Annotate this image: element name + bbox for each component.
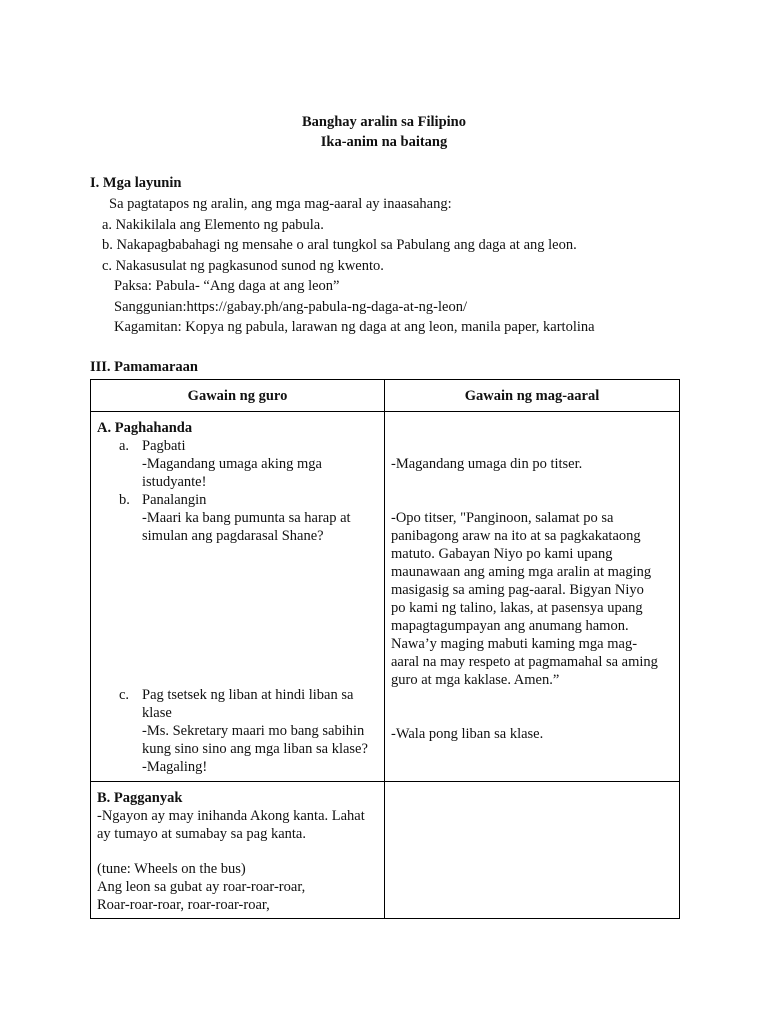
lesson-procedure-table [90,379,680,919]
paksa-line: Paksa: Pabula- “Ang daga at ang leon” [114,278,340,294]
section-heading-layunin: I. Mga layunin [90,175,182,191]
teacher-line: Roar-roar-roar, roar-roar-roar, [97,897,270,913]
student-cell-paghahanda [385,412,680,782]
teacher-line: -Ms. Sekretary maari mo bang sabihin [142,723,365,739]
list-item-title: Panalangin [142,492,207,508]
list-item-title: klase [142,705,172,721]
teacher-line: istudyante! [142,474,207,490]
sanggunian-line: Sanggunian:https://gabay.ph/ang-pabula-ng-daga-at-ng-leon/ [114,299,467,315]
student-line: panibagong araw na ito at sa pagkakataong [391,528,641,544]
teacher-line: -Maari ka bang pumunta sa harap at [142,510,351,526]
teacher-line: -Magandang umaga aking mga [142,456,322,472]
objective-item: a. Nakikilala ang Elemento ng pabula. [102,217,324,233]
subsection-heading: A. Paghahanda [97,420,193,436]
teacher-cell-pagganyak [91,782,385,919]
teacher-cell-paghahanda [91,412,385,782]
student-line: po kami ng talino, lakas, at pasensya upang [391,600,643,616]
section-heading-pamamaraan: III. Pamamaraan [90,359,198,375]
column-header-student: Gawain ng mag-aaral [385,380,680,412]
table-row [91,782,680,919]
objective-item: c. Nakasusulat ng pagkasunod sunod ng kwento. [102,258,384,274]
student-line: mapagtagumpayan ang anumang hamon. [391,618,629,634]
student-line: maunawaan ang aming mga aralin at maging [391,564,652,580]
objective-item: b. Nakapagbabahagi ng mensahe o aral tungkol sa Pabulang ang daga at ang leon. [102,237,577,253]
teacher-line: Ang leon sa gubat ay roar-roar-roar, [97,879,306,895]
list-marker: b. [119,492,130,508]
student-line: -Opo titser, "Panginoon, salamat po sa [391,510,614,526]
table-row [91,412,680,782]
student-line: -Wala pong liban sa klase. [391,726,544,742]
list-item-title: Pagbati [142,438,186,454]
list-item-title: Pag tsetsek ng liban at hindi liban sa [142,687,354,703]
student-line: -Magandang umaga din po titser. [391,456,583,472]
teacher-line: simulan ang pagdarasal Shane? [142,528,324,544]
student-line: matuto. Gabayan Niyo po kami upang [391,546,613,562]
student-line: guro at mga kaklase. Amen.” [391,672,560,688]
table-header-row [91,380,680,412]
teacher-line: ay tumayo at sumabay sa pag kanta. [97,826,306,842]
student-line: Nawa’y maging mabuti kaming mga mag- [391,636,638,652]
document-title: Banghay aralin sa Filipino [302,114,466,130]
document-subtitle: Ika-anim na baitang [320,134,448,150]
objectives-intro: Sa pagtatapos ng aralin, ang mga mag-aaral ay inaasahang: [109,196,452,212]
teacher-line: -Magaling! [142,759,208,775]
column-header-teacher: Gawain ng guro [91,380,385,412]
teacher-line: (tune: Wheels on the bus) [97,861,246,877]
kagamitan-line: Kagamitan: Kopya ng pabula, larawan ng daga at ang leon, manila paper, kartolina [114,319,595,335]
list-marker: c. [119,687,130,703]
student-line: aaral na may respeto at pagmamahal sa aming [391,654,658,670]
teacher-line: kung sino sino ang mga liban sa klase? [142,741,368,757]
subsection-heading: B. Pagganyak [97,790,183,806]
student-cell-pagganyak [385,782,680,919]
teacher-line: -Ngayon ay may inihanda Akong kanta. Lahat [97,808,365,824]
list-marker: a. [119,438,130,454]
student-line: masigasig sa aming pag-aaral. Bigyan Niyo [391,582,644,598]
